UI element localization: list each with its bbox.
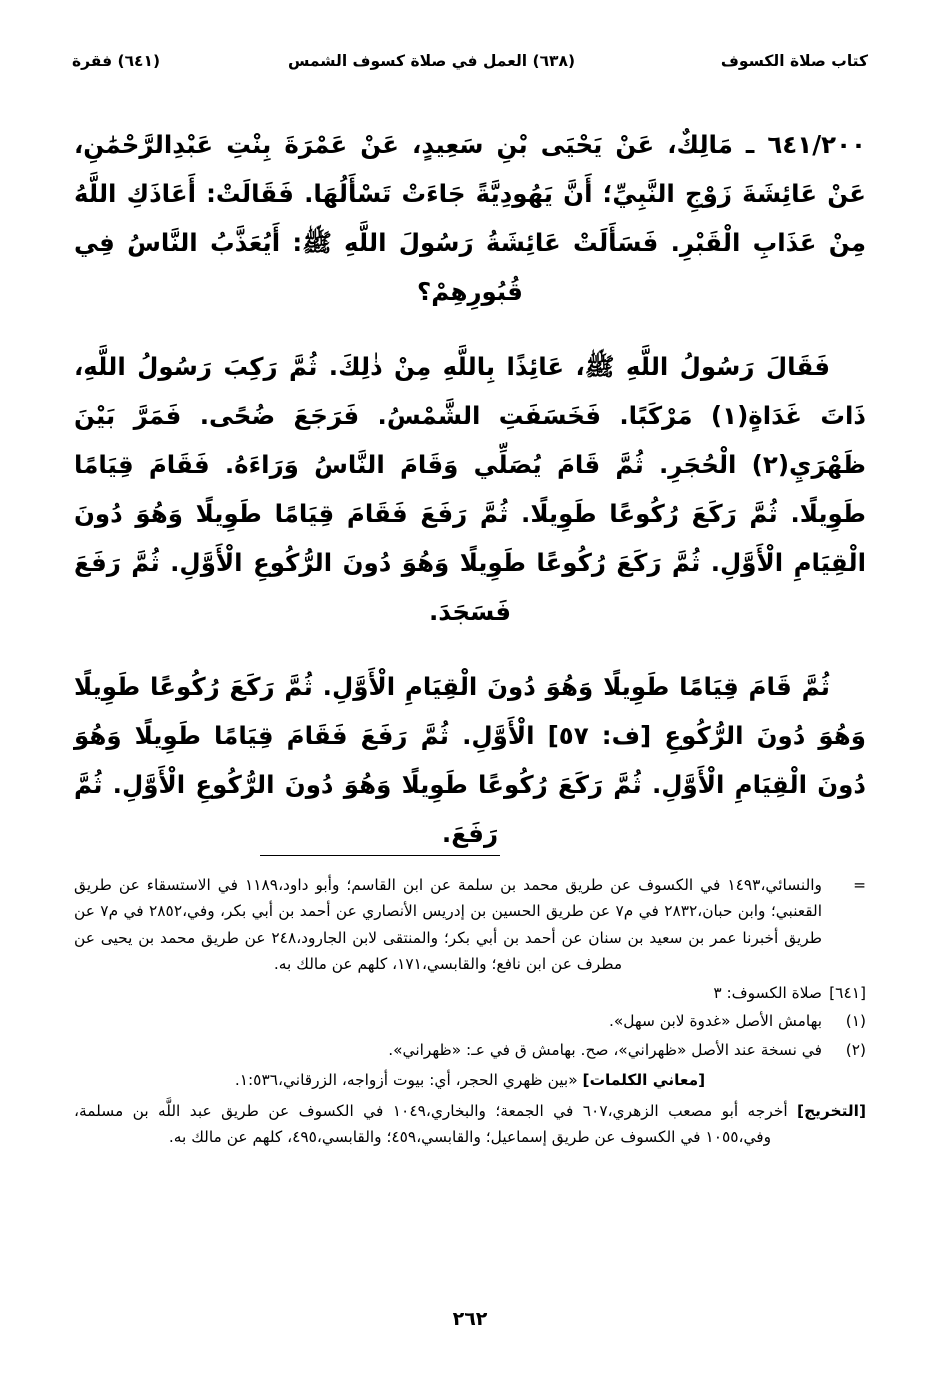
footnote-item [74, 1008, 866, 1034]
footnote-block-tag: [معاني الكلمات] [582, 1071, 706, 1090]
footnote-text: والنسائي،١٤٩٣ في الكسوف عن طريق محمد بن سلمة عن ابن القاسم؛ وأبو داود،١١٨٩ في الاستسقاء عن طريق القعنبي؛ وابن حبان،٢٨٣٢ في م٧ عن طريق الحسين بن إدريس الأنصاري عن أحمد بن أبي بكر، وفي،٢٨٥٢ في م٧ عن طريق أخبرنا عمر بن سعيد بن سنان عن أحمد بن أبي بكر؛ والمنتقى لابن الجارود،٢٤٨ عن طريق محمد بن يحيى عن مطرف عن ابن نافع؛ والقابسي،١٧١، كلهم عن مالك به. [74, 876, 823, 974]
footnote-text: صلاة الكسوف: ٣ [713, 983, 822, 1002]
header-paragraph-ref: (٦٤١) فقرة [72, 52, 161, 70]
paragraph-1: ٦٤١/٢٠٠ ـ مَالِكٌ، عَنْ يَحْيَى بْنِ سَعِيدٍ، عَنْ عَمْرَةَ بِنْتِ عَبْدِالرَّحْمَٰنِ، عَنْ عَائِشَةَ زَوْجِ النَّبِيِّ؛ أَنَّ يَهُودِيَّةً جَاءَتْ تَسْأَلُهَا. فَقَالَتْ: أَعَاذَكِ اللَّهُ مِنْ عَذَابِ الْقَبْرِ. فَسَأَلَتْ عَائِشَةُ رَسُولَ اللَّهِ ﷺ: أَيُعَذَّبُ النَّاسُ فِي قُبُورِهِمْ؟ [74, 130, 866, 306]
footnote-marker: = [853, 876, 866, 894]
footnote-marker: (١) [845, 1012, 866, 1031]
footnote-text: في نسخة عند الأصل «ظهراني»، صح. بهامش ق في عـ: «ظهراني». [388, 1040, 822, 1059]
footnote-separator-rule [260, 855, 500, 856]
paragraph-2: فَقَالَ رَسُولُ اللَّهِ ﷺ، عَائِذًا بِاللَّهِ مِنْ ذٰلِكَ. ثُمَّ رَكِبَ رَسُولُ اللَّهِ، ذَاتَ غَدَاةٍ(١) مَرْكَبًا. فَخَسَفَتِ الشَّمْسُ. فَرَجَعَ ضُحًى. فَمَرَّ بَيْنَ ظَهْرَيِ(٢) الْحُجَرِ. ثُمَّ قَامَ يُصَلِّي وَقَامَ النَّاسُ وَرَاءَهُ. فَقَامَ قِيَامًا طَوِيلًا. ثُمَّ رَكَعَ رُكُوعًا طَوِيلًا. ثُمَّ رَفَعَ فَقَامَ قِيَامًا طَوِيلًا وَهُوَ دُونَ الْقِيَامِ الْأَوَّلِ. ثُمَّ رَكَعَ رُكُوعًا طَوِيلًا وَهُوَ دُونَ الرُّكُوعِ الْأَوَّلِ. ثُمَّ رَفَعَ فَسَجَدَ. [74, 352, 866, 626]
header-chapter-title: (٦٣٨) العمل في صلاة كسوف الشمس [287, 52, 576, 70]
footnote-marker: [٦٤١] [829, 983, 866, 1002]
footnote-block-takhrij [74, 1098, 866, 1151]
main-text [74, 120, 866, 884]
footnote-block-word-meanings [74, 1067, 866, 1093]
footnote-block-text: أخرجه أبو مصعب الزهري،٦٠٧ في الجمعة؛ والبخاري،١٠٤٩ في الكسوف عن طريق عبد اللَّه بن مسلمة، وفي،١٠٥٥ في الكسوف عن طريق إسماعيل؛ والقابسي،٤٥٩؛ والقابسي،٤٩٥، كلهم عن مالك به. [74, 1101, 788, 1147]
header-book-title: كتاب صلاة الكسوف [720, 52, 868, 70]
footnote-item [74, 980, 866, 1006]
footnote-item [74, 1037, 866, 1063]
footnotes-section [74, 872, 866, 1151]
footnote-block-text: «بين ظهري الحجر، أي: بيوت أزواجه، الزرقاني،١:٥٣٦. [234, 1071, 578, 1090]
running-header [72, 52, 868, 70]
footnote-block-tag: [التخريج] [797, 1101, 866, 1120]
page-number: ٢٦٢ [452, 1308, 488, 1330]
footnote-continuation [74, 872, 866, 978]
footnote-marker: (٢) [845, 1040, 866, 1059]
footnote-text: بهامش الأصل «غدوة لابن سهل». [608, 1012, 822, 1031]
paragraph-3: ثُمَّ قَامَ قِيَامًا طَوِيلًا وَهُوَ دُونَ الْقِيَامِ الْأَوَّلِ. ثُمَّ رَكَعَ رُكُوعًا طَوِيلًا وَهُوَ دُونَ الرُّكُوعِ [ف: ٥٧] الْأَوَّلِ. ثُمَّ رَفَعَ فَقَامَ قِيَامًا طَوِيلًا وَهُوَ دُونَ الْقِيَامِ الْأَوَّلِ. ثُمَّ رَكَعَ رُكُوعًا طَوِيلًا وَهُوَ دُونَ الرُّكُوعِ الْأَوَّلِ. ثُمَّ رَفَعَ. [74, 672, 866, 848]
